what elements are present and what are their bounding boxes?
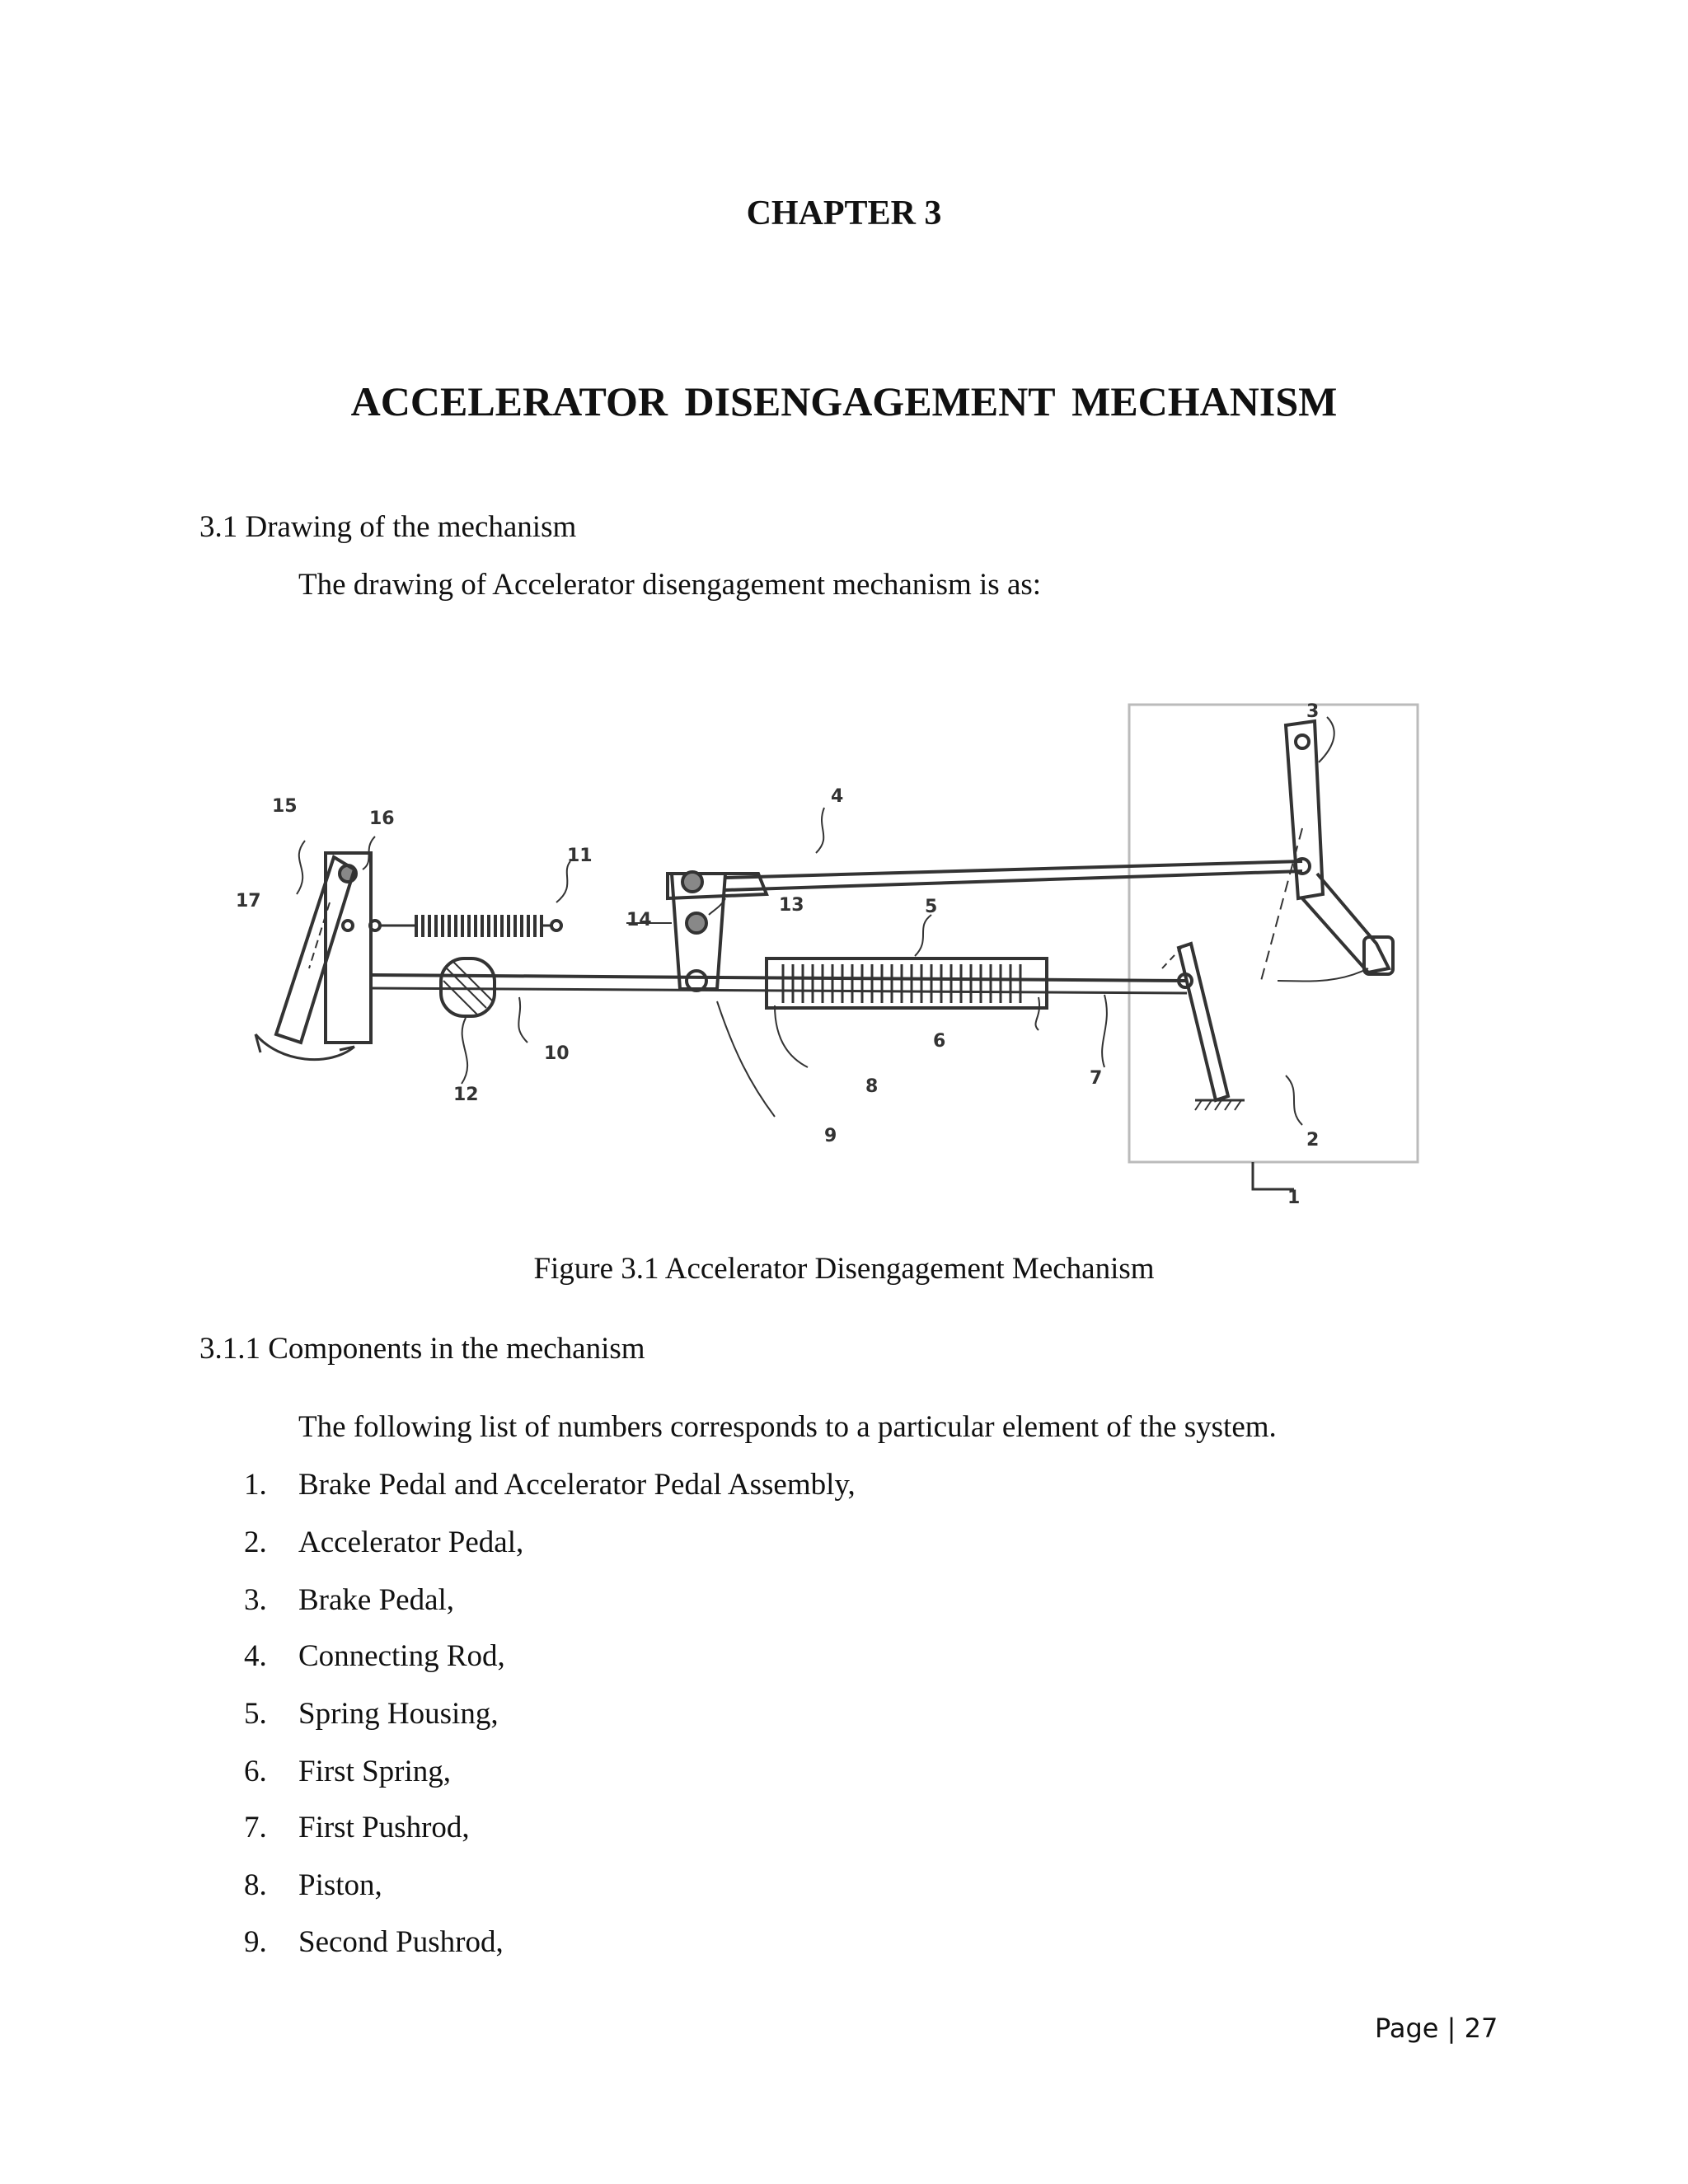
figure-caption: Figure 3.1 Accelerator Disengagement Mechanism (533, 1252, 1155, 1286)
section-heading-3-1: 3.1 Drawing of the mechanism (199, 510, 577, 544)
list-item: 3. Brake Pedal, (244, 1583, 455, 1617)
figure-label-3: 3 (1306, 701, 1320, 722)
list-item: 6. First Spring, (244, 1755, 452, 1788)
list-item: 5. Spring Housing, (244, 1697, 499, 1731)
mechanism-figure (231, 696, 1434, 1224)
figure-label-5: 5 (925, 897, 938, 917)
chapter-heading: CHAPTER 3 (746, 194, 942, 232)
section-heading-3-1-1: 3.1.1 Components in the mechanism (199, 1332, 645, 1366)
list-item: 7. First Pushrod, (244, 1811, 470, 1844)
figure-label-11: 11 (567, 846, 593, 866)
figure-label-14: 14 (626, 910, 652, 930)
figure-label-16: 16 (369, 808, 395, 829)
figure-label-7: 7 (1090, 1068, 1103, 1089)
chapter-title: ACCELERATOR DISENGAGEMENT MECHANISM (350, 378, 1338, 424)
figure-label-1: 1 (1287, 1188, 1301, 1208)
list-item: 2. Accelerator Pedal, (244, 1526, 524, 1559)
figure-label-4: 4 (831, 786, 844, 807)
list-item: 9. Second Pushrod, (244, 1925, 504, 1959)
figure-label-10: 10 (544, 1043, 570, 1064)
list-item: 4. Connecting Rod, (244, 1639, 505, 1673)
figure-label-9: 9 (824, 1126, 837, 1146)
figure-label-8: 8 (865, 1076, 879, 1097)
figure-label-17: 17 (236, 891, 261, 912)
figure-label-12: 12 (453, 1085, 479, 1105)
section-intro-3-1: The drawing of Accelerator disengagement mechanism is as: (298, 568, 1042, 602)
figure-label-13: 13 (779, 895, 804, 916)
section-intro-3-1-1: The following list of numbers corresponds to a particular element of the system. (298, 1410, 1277, 1444)
list-item: 8. Piston, (244, 1868, 382, 1902)
page-number: Page | 27 (1375, 2013, 1498, 2044)
figure-label-6: 6 (933, 1031, 946, 1052)
list-item: 1. Brake Pedal and Accelerator Pedal Assembly, (244, 1468, 856, 1502)
figure-label-15: 15 (272, 796, 298, 817)
figure-label-2: 2 (1306, 1130, 1320, 1151)
